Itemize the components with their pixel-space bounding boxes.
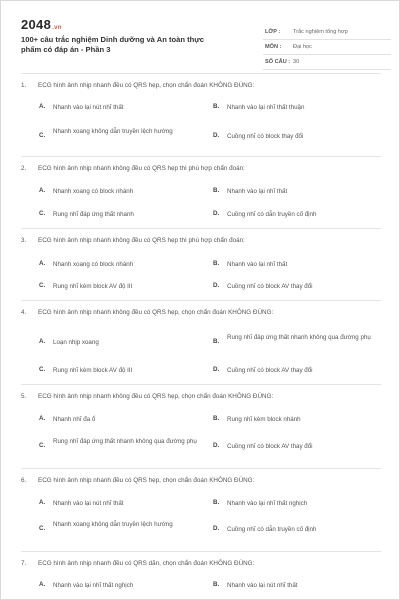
option-text: Nhanh nhĩ đa ổ (53, 416, 96, 423)
option-text: Rung nhĩ đáp ứng thất nhanh (53, 211, 134, 218)
option-letter: D. (213, 442, 220, 449)
option-letter: B. (213, 581, 220, 588)
meta-value: 30 (293, 59, 300, 65)
question-number: 1. (21, 82, 27, 89)
option-text: Cuồng nhĩ có block AV thay đổi (227, 367, 313, 374)
meta-value: Trắc nghiệm tổng hợp (293, 29, 348, 35)
option-letter: B. (213, 187, 220, 194)
meta-label: SỐ CÂU : (265, 59, 291, 65)
option-letter: D. (213, 282, 220, 289)
option-letter: B. (213, 260, 220, 267)
option-text: Nhanh vào lại nhĩ thất nghịch (227, 500, 308, 507)
question-number: 2. (21, 165, 27, 172)
site-logo[interactable] (21, 17, 62, 32)
option-text: Nhanh vào lại nhĩ thất thuận (227, 104, 305, 111)
question-number: 5. (21, 393, 27, 400)
option-letter: B. (213, 415, 220, 422)
option-letter: D. (213, 366, 220, 373)
option-text: Nhanh vào lại nút nhĩ thất (227, 582, 298, 589)
question-number: 4. (21, 309, 27, 316)
question-number: 6. (21, 477, 27, 484)
option-letter: A. (39, 260, 46, 267)
option-letter: C. (39, 132, 46, 139)
divider (21, 228, 381, 229)
question-text: ECG hình ảnh nhịp nhanh không đều có QRS hẹp thì phù hợp chẩn đoán: (38, 165, 245, 172)
divider (21, 468, 381, 469)
option-letter: D. (213, 525, 220, 532)
option-text: Nhanh vào lại nút nhĩ thất (53, 500, 124, 507)
document-title: 100+ câu trắc nghiệm Dinh dưỡng và An toàn thực phẩm có đáp án - Phần 3 (21, 35, 204, 54)
question-number: 7. (21, 560, 27, 567)
option-letter: A. (39, 103, 46, 110)
option-text: Nhanh xoang có block nhánh (53, 188, 134, 195)
divider (21, 551, 381, 552)
option-text: Loạn nhịp xoang (53, 339, 99, 346)
option-letter: A. (39, 338, 46, 345)
option-letter: C. (39, 282, 46, 289)
option-text: Cuồng nhĩ có dẫn truyền cố định (227, 526, 317, 533)
option-letter: A. (39, 581, 46, 588)
option-letter: D. (213, 132, 220, 139)
divider (21, 73, 381, 74)
option-text: Cuồng nhĩ có block AV thay đổi (227, 283, 313, 290)
option-text: Rung nhĩ đáp ứng thất nhanh không qua đường phụ (227, 334, 371, 341)
question-number: 3. (21, 237, 27, 244)
option-text: Nhanh vào lại nhĩ thất (227, 188, 288, 195)
question-text: ECG hình ảnh nhịp nhanh đều có QRS dãn, chọn chẩn đoán KHÔNG ĐÚNG: (38, 560, 255, 567)
option-text: Nhanh xoang không dẫn truyền lệch hướng (53, 521, 173, 528)
option-text: Nhanh vào lại nhĩ thất nghịch (53, 582, 134, 589)
option-letter: D. (213, 210, 220, 217)
option-letter: A. (39, 415, 46, 422)
question-text: ECG hình ảnh nhịp nhanh không đều có QRS hẹp thì phù hợp chẩn đoán: (38, 237, 245, 244)
logo-suffix: .vn (52, 25, 62, 31)
divider (21, 384, 381, 385)
divider (21, 300, 381, 301)
option-letter: C. (39, 525, 46, 532)
option-text: Nhanh vào lại nút nhĩ thất (53, 104, 124, 111)
option-text: Cuồng nhĩ có dẫn truyền cố định (227, 211, 317, 218)
option-text: Cuồng nhĩ có block thay đổi (227, 133, 304, 140)
question-text: ECG hình ảnh nhịp nhanh đều có QRS hẹp, chọn chẩn đoán KHÔNG ĐÚNG: (38, 477, 255, 484)
meta-row-count (263, 55, 391, 70)
document-header (11, 13, 391, 63)
option-letter: B. (213, 103, 220, 110)
option-text: Rung nhĩ kèm block nhánh (227, 416, 301, 423)
meta-row-class (263, 25, 391, 40)
meta-value: Đại học (293, 44, 312, 50)
option-letter: B. (213, 499, 220, 506)
option-letter: A. (39, 499, 46, 506)
meta-row-subject (263, 40, 391, 55)
option-text: Rung nhĩ đáp ứng thất nhanh không qua đường phụ (53, 438, 197, 445)
option-text: Nhanh xoang không dẫn truyền lệch hướng (53, 128, 173, 135)
option-letter: B. (213, 338, 220, 345)
meta-table (263, 25, 391, 70)
option-letter: C. (39, 442, 46, 449)
meta-label: LỚP : (265, 29, 281, 35)
question-text: ECG hình ảnh nhịp nhanh không đều có QRS hẹp, chọn chẩn đoán KHÔNG ĐÚNG: (38, 309, 274, 316)
option-letter: A. (39, 187, 46, 194)
option-letter: C. (39, 366, 46, 373)
option-text: Nhanh vào lại nhĩ thất (227, 261, 288, 268)
question-text: ECG hình ảnh nhịp nhanh đều có QRS hẹp, chọn chẩn đoán KHÔNG ĐÚNG: (38, 82, 255, 89)
option-text: Rung nhĩ kèm block AV độ III (53, 283, 133, 290)
option-text: Rung nhĩ kèm block AV độ III (53, 367, 133, 374)
meta-label: MÔN : (265, 44, 282, 50)
logo-text: 2048 (21, 17, 52, 32)
option-letter: C. (39, 210, 46, 217)
option-text: Nhanh xoang có block nhánh (53, 261, 134, 268)
divider (21, 156, 381, 157)
option-text: Cuồng nhĩ có block AV thay đổi (227, 443, 313, 450)
question-text: ECG hình ảnh nhịp nhanh không đều có QRS hẹp, chọn chẩn đoán KHÔNG ĐÚNG: (38, 393, 274, 400)
